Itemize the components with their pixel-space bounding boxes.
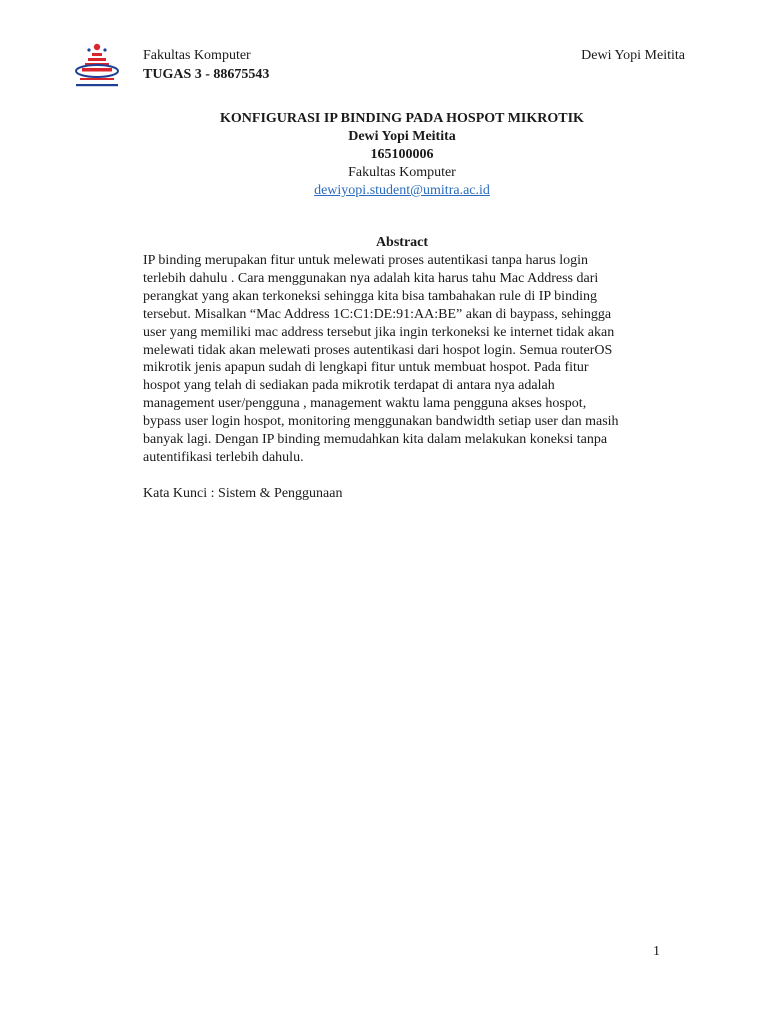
abstract-line: management user/pengguna , management waktu lama pengguna akses hospot, xyxy=(143,396,587,412)
abstract-line: mikrotik jenis apapun sudah di lengkapi fitur untuk membuat hospot. Pada fitur xyxy=(143,360,589,376)
abstract-line: IP binding merupakan fitur untuk melewati proses autentikasi tanpa harus login xyxy=(143,253,589,268)
document-title: KONFIGURASI IP BINDING PADA HOSPOT MIKROTIK xyxy=(220,111,584,126)
abstract-line: melewati tidak akan melewati proses autentikasi dari hospot login. Semua routerOS xyxy=(143,342,613,358)
abstract-line: terlebih dahulu . Cara menggunakan nya adalah kita harus tahu Mac Address dari xyxy=(143,270,599,286)
abstract-line: autentifikasi terlebih dahulu. xyxy=(143,449,304,465)
header-task: TUGAS 3 - 88675543 xyxy=(143,67,270,82)
abstract-line: user yang memiliki mac address tersebut jika ingin terkoneksi ke internet tidak akan xyxy=(143,324,615,340)
author-name: Dewi Yopi Meitita xyxy=(348,129,456,144)
header-faculty: Fakultas Komputer xyxy=(143,48,251,63)
abstract-line: hospot yang telah di sediakan pada mikrotik terdapat di antara nya adalah xyxy=(143,378,555,394)
header-author: Dewi Yopi Meitita xyxy=(581,48,685,63)
student-id: 165100006 xyxy=(370,147,434,162)
keywords: Kata Kunci : Sistem & Penggunaan xyxy=(143,486,343,501)
abstract-line: tersebut. Misalkan “Mac Address 1C:C1:DE:91:AA:BE” akan di baypass, sehingga xyxy=(143,306,612,322)
page-header-left xyxy=(143,46,269,84)
university-logo-icon xyxy=(72,41,122,89)
title-block xyxy=(143,110,661,200)
faculty-name: Fakultas Komputer xyxy=(348,165,456,180)
page-number: 1 xyxy=(653,944,660,959)
author-email-link[interactable]: dewiyopi.student@umitra.ac.id xyxy=(314,183,490,198)
abstract-line: perangkat yang akan terkoneksi sehingga kita bisa tambahakan rule di IP binding xyxy=(143,288,597,304)
abstract-line: bypass user login hospot, monitoring menggunakan bandwidth setiap user dan masih xyxy=(143,414,619,430)
abstract-line: banyak lagi. Dengan IP binding memudahkan kita dalam melakukan koneksi tanpa xyxy=(143,432,608,448)
abstract-heading: Abstract xyxy=(375,235,429,250)
abstract-body xyxy=(143,252,661,467)
